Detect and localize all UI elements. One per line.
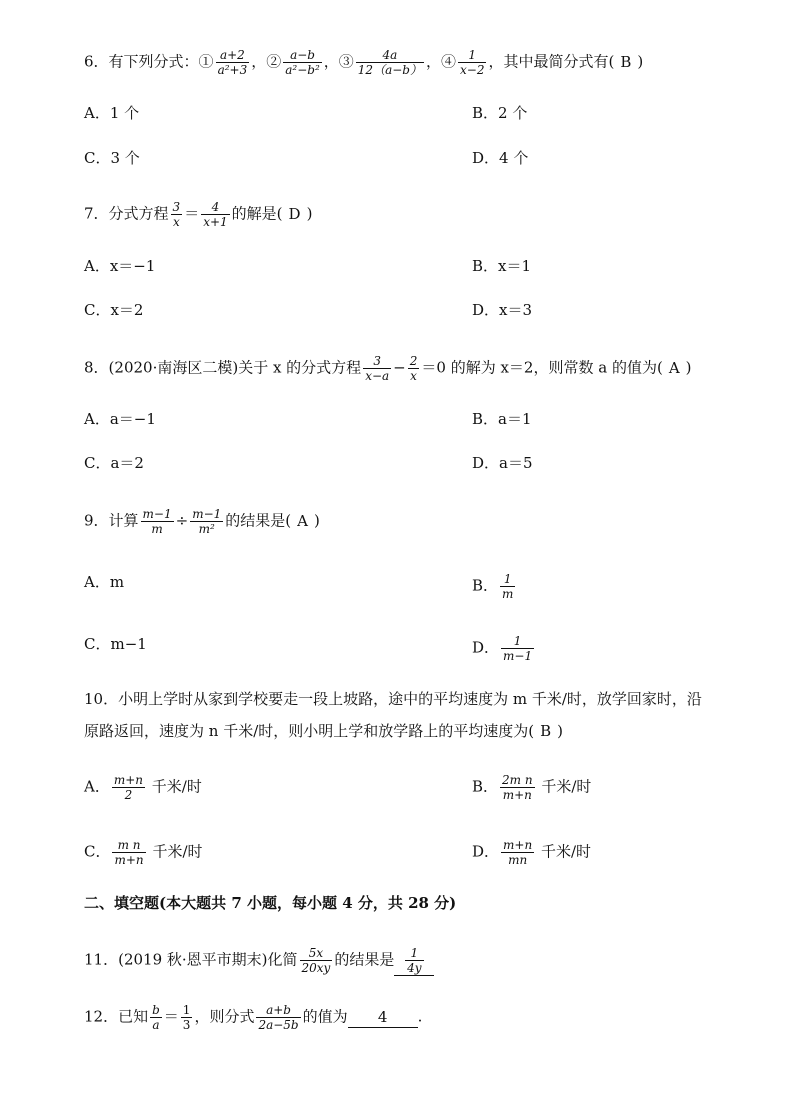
q10-line2-text: 原路返回，速度为 n 千米/时，则小明上学和放学路上的平均速度为( [84,722,535,740]
q9-f1-numerator: m−1 [142,507,172,521]
q10-c-label: C． [84,842,111,861]
q12-end: . [417,1007,423,1026]
q6-close: ) [637,52,644,71]
q10-a-numerator: m+n [113,773,144,787]
q6-circle-4: ④ [440,52,456,71]
q9-answer: A [297,511,308,530]
q7-suffix: 的解是( [231,204,283,223]
q10-option-c [84,838,203,867]
q10-c-numerator: m n [117,838,141,852]
q10-a-fraction [112,773,145,802]
q6-circle-1: ① [198,52,214,71]
q12-equals: ＝ [163,1007,179,1026]
q9-option-c: C．m−1 [84,635,147,653]
q10-answer: B [540,722,552,740]
q9-suffix: 的结果是( [225,511,292,530]
q7-f2-numerator: 4 [211,200,220,214]
q6-f3-numerator: 4a [382,48,398,62]
q10-d-fraction [501,838,534,867]
q8-answer: A [668,358,680,377]
q12-answer-blank: 4 [348,1007,418,1028]
q6-sep-3: ， [425,52,441,71]
section-2-heading: 二、填空题(本大题共 7 小题，每小题 4 分，共 28 分) [84,894,457,912]
q12-f1-denominator: a [150,1017,162,1032]
q6-f4-numerator: 1 [468,48,477,62]
q11-answer-fraction [405,946,423,975]
q11-numerator: 5x [308,946,324,960]
q12-fraction-1 [150,1003,162,1032]
q7-option-c: C．x＝2 [84,301,144,319]
q12-f2-numerator: 1 [182,1003,191,1017]
q7-equals: ＝ [184,204,200,223]
q10-option-a [84,773,202,802]
q12-mid: ，则分式 [194,1007,255,1026]
q7-fraction-1 [171,200,183,229]
q7-f1-numerator: 3 [172,200,181,214]
q8-prefix: 8．(2020·南海区二模)关于 x 的分式方程 [84,358,362,377]
q11-prefix: 11．(2019 秋·恩平市期末)化简 [84,950,298,969]
q12-f1-numerator: b [152,1003,160,1017]
q9-d-numerator: 1 [513,634,522,648]
q10-d-label: D． [472,842,500,861]
question-10-line-1: 10．小明上学时从家到学校要走一段上坡路，途中的平均速度为 m 千米/时，放学回家时，沿 [84,690,702,708]
q6-circle-2: ② [266,52,282,71]
question-6-stem [84,48,643,77]
q8-option-b: B．a＝1 [472,410,532,428]
q6-sep-1: ， [251,52,267,71]
q6-circle-3: ③ [338,52,354,71]
q10-option-b [472,773,591,802]
q7-option-b: B．x＝1 [472,257,532,275]
q9-divide: ÷ [175,511,189,530]
q6-fraction-3 [356,48,424,77]
q8-option-a: A．a＝−1 [84,410,156,428]
q6-f1-denominator: a²+3 [217,63,248,77]
q9-f1-denominator: m [141,521,174,536]
question-9-stem [84,507,320,536]
q6-suffix: ，其中最简分式有( [488,52,615,71]
q7-f1-denominator: x [171,214,183,229]
q10-d-numerator: m+n [503,838,533,852]
q8-minus: − [393,358,406,377]
q9-option-d [472,634,536,663]
q8-option-d: D．a＝5 [472,454,533,472]
q9-d-denominator: m−1 [503,649,533,663]
q10-b-fraction [500,773,535,802]
q6-fraction-4 [458,48,486,77]
q10-d-denominator: mn [501,852,534,867]
q8-f2-denominator: x [408,368,420,383]
q10-b-unit: 千米/时 [541,777,592,796]
q9-f2-numerator: m−1 [192,507,222,521]
question-11-stem [84,946,434,976]
q10-c-fraction [112,838,145,867]
q6-option-a: A．1 个 [84,104,140,122]
q12-f3-numerator: a+b [266,1003,291,1017]
q8-option-c: C．a＝2 [84,454,144,472]
q12-fraction-3 [256,1003,300,1032]
q6-f2-denominator: a²−b² [285,63,320,77]
q9-d-label: D． [472,638,500,657]
q7-option-a: A．x＝−1 [84,257,156,275]
q9-b-label: B． [472,576,499,595]
q6-f4-denominator: x−2 [460,63,485,77]
q9-b-fraction [500,572,515,601]
q12-fraction-2 [181,1003,193,1032]
q7-f2-denominator: x+1 [203,215,228,229]
q7-answer: D [288,204,301,223]
q10-a-unit: 千米/时 [151,777,202,796]
q9-close: ) [313,511,320,530]
q6-f3-denominator: 12（a−b） [357,63,422,77]
q8-suffix: ＝0 的解为 x＝2，则常数 a 的值为( [421,358,663,377]
q12-f3-denominator: 2a−5b [258,1018,299,1032]
q8-fraction-1 [363,354,391,383]
q9-option-b [472,572,517,601]
q12-prefix: 12．已知 [84,1007,149,1026]
q8-f1-denominator: x−a [365,369,390,383]
q6-f2-numerator: a−b [290,48,315,62]
q11-suffix: 的结果是 [334,950,395,969]
q6-fraction-2 [283,48,322,77]
q8-close: ) [685,358,692,377]
q11-answer-denominator: 4y [407,961,422,975]
q6-prefix: 6．有下列分式： [84,52,199,71]
q10-option-d [472,838,591,867]
q6-f1-numerator: a+2 [219,48,245,62]
q9-prefix: 9．计算 [84,511,139,530]
q7-fraction-2 [201,200,229,229]
q8-f1-numerator: 3 [373,354,381,368]
q10-b-denominator: m+n [500,787,535,802]
q7-option-d: D．x＝3 [472,301,533,319]
q6-option-b: B．2 个 [472,104,528,122]
q9-b-denominator: m [502,587,514,601]
q7-close: ) [306,204,313,223]
q8-fraction-2 [408,354,420,383]
q9-option-a: A．m [84,573,125,591]
q10-b-numerator: 2m n [502,773,533,787]
q11-denominator: 20xy [301,961,331,975]
q11-answer-blank [394,946,434,976]
q8-f2-numerator: 2 [409,354,418,368]
q6-answer: B [620,52,632,71]
q9-fraction-2 [190,507,223,536]
q11-answer-numerator: 1 [410,946,419,960]
q12-f2-denominator: 3 [182,1018,191,1032]
q6-fraction-1 [216,48,250,77]
q6-option-d: D．4 个 [472,149,529,167]
q9-f2-denominator: m² [190,521,223,536]
q6-sep-2: ， [323,52,339,71]
q9-b-numerator: 1 [503,572,512,586]
question-12-stem [84,1003,422,1032]
question-8-stem [84,354,692,383]
q10-close: ) [557,722,563,740]
q10-b-label: B． [472,777,499,796]
q10-a-denominator: 2 [112,787,145,802]
q10-c-unit: 千米/时 [152,842,203,861]
q10-c-denominator: m+n [114,853,144,867]
q12-suffix: 的值为 [302,1007,348,1026]
question-7-stem [84,200,312,229]
q10-a-label: A． [84,777,110,796]
q11-fraction [300,946,333,975]
q7-prefix: 7．分式方程 [84,204,169,223]
q10-d-unit: 千米/时 [540,842,592,861]
q6-option-c: C．3 个 [84,149,140,167]
q9-d-fraction [501,634,534,663]
q9-fraction-1 [141,507,174,536]
question-10-line-2 [84,721,563,741]
